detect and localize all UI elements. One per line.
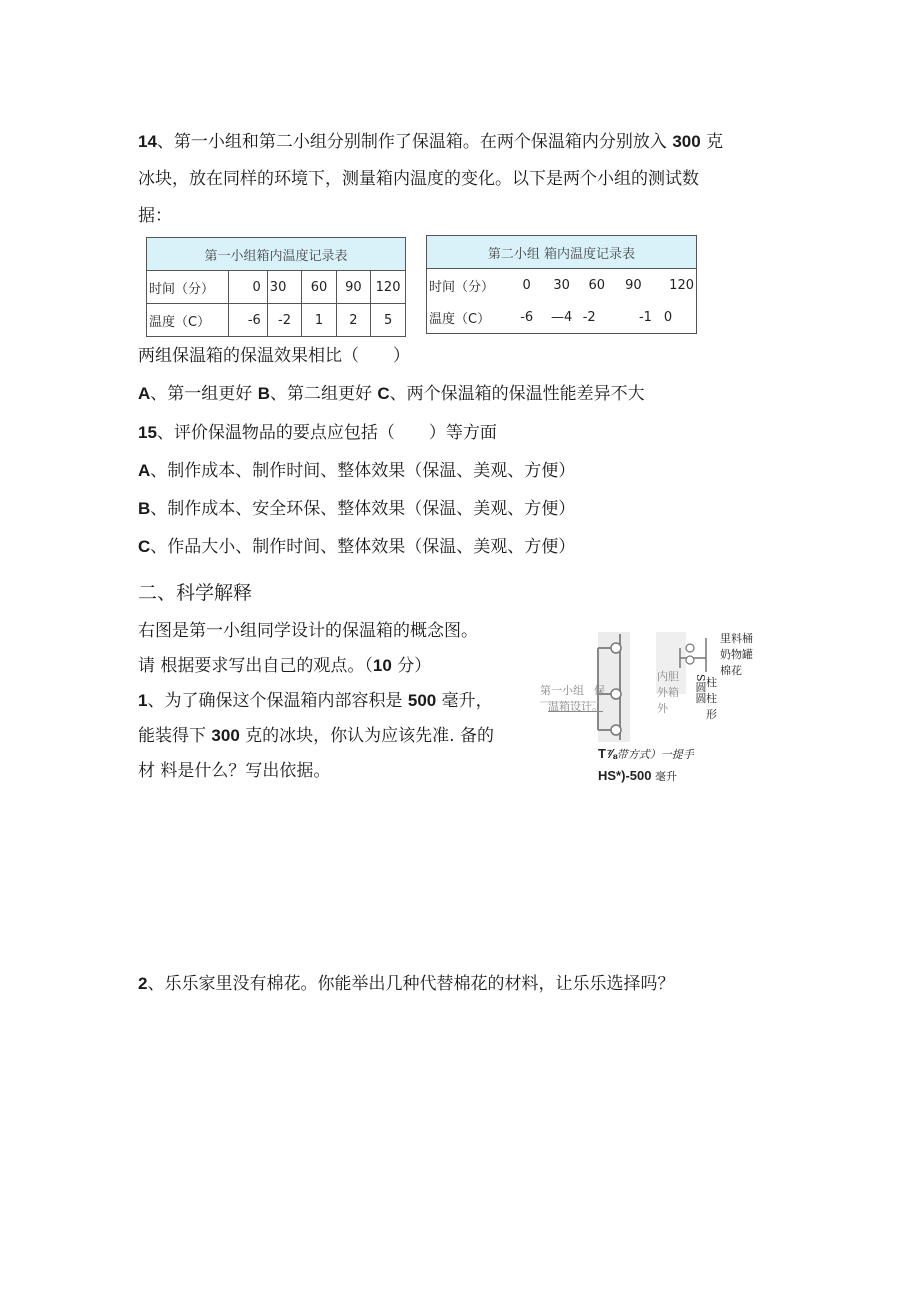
q14-line3: 据： bbox=[138, 206, 172, 226]
table1-temp-cell: -2 bbox=[267, 304, 301, 337]
q1-volume: 500 bbox=[407, 691, 437, 710]
map-material-2: 奶物罐 bbox=[720, 648, 753, 661]
option-a-letter: A bbox=[138, 384, 151, 403]
option-c-letter: C bbox=[377, 384, 390, 403]
q1-ice: 300 bbox=[211, 726, 240, 745]
compare-question: 两组保温箱的保温效果相比（ ） bbox=[138, 346, 410, 366]
table1-time-cell: 60 bbox=[302, 271, 336, 304]
map-mid-label: S圆圆 bbox=[694, 674, 707, 704]
table2-temp-cell: -2 bbox=[581, 301, 613, 334]
q2-text: 、乐乐家里没有棉花。你能举出几种代替棉花的材料，让乐乐选择吗？ bbox=[147, 974, 675, 994]
table2-temp-cell: -1 bbox=[613, 301, 654, 334]
option-text: 、制作成本、安全环保、整体效果（保温、美观、方便） bbox=[150, 499, 576, 519]
q2-number: 2 bbox=[138, 974, 148, 993]
q1-line1 bbox=[138, 690, 493, 712]
table2-time-cell: 60 bbox=[588, 277, 606, 293]
q1-text-b: 毫升， bbox=[436, 691, 493, 711]
table-group2 bbox=[426, 235, 697, 334]
option-b-letter: B bbox=[257, 384, 270, 403]
table2-time-cell: 120 bbox=[654, 269, 697, 302]
map-volume-a: HS*)-500 bbox=[598, 768, 652, 783]
q14-number: 14 bbox=[138, 132, 157, 151]
q14-text-b: 克 bbox=[700, 132, 724, 152]
option-text: 、制作成本、制作时间、整体效果（保温、美观、方便） bbox=[150, 461, 576, 481]
table2-time-cell: 0 bbox=[522, 277, 531, 293]
q1-line2 bbox=[138, 725, 494, 747]
intro2-score: 10 bbox=[372, 656, 392, 675]
table1-temp-cell: 1 bbox=[302, 304, 336, 337]
map-right-3: 形 bbox=[706, 708, 717, 721]
q1-text-a: 、为了确保这个保温箱内部容积是 bbox=[147, 691, 408, 711]
table1-time-label: 时间（分） bbox=[147, 271, 229, 304]
option-letter: C bbox=[138, 537, 151, 556]
intro2-text-a: 请 根据要求写出自己的观点。（ bbox=[138, 656, 373, 676]
table2-title: 第二小组 箱内温度记录表 bbox=[427, 236, 697, 269]
table1-temp-cell: -6 bbox=[229, 304, 267, 337]
q14-ice-mass: 300 bbox=[672, 132, 701, 151]
intro2-text-b: 分） bbox=[391, 656, 432, 676]
option-a-text: 、第一组更好 bbox=[150, 384, 258, 404]
map-carry bbox=[598, 746, 694, 762]
q14-options bbox=[138, 383, 645, 405]
q15-stem bbox=[138, 422, 497, 444]
option-b-text: 、第二组更好 bbox=[269, 384, 378, 404]
q15-number: 15 bbox=[138, 423, 157, 442]
table2-time-cell: 30 bbox=[553, 277, 570, 293]
option-c-text: 、两个保温箱的保温性能差异不大 bbox=[389, 384, 645, 404]
table1-temp-row bbox=[147, 304, 406, 337]
table1-time-row bbox=[147, 271, 406, 304]
table1-time-cell: 0 bbox=[229, 271, 267, 304]
q15-option-a bbox=[138, 460, 575, 482]
section-title: 二、科学解释 bbox=[138, 582, 253, 604]
table1-temp-cell: 2 bbox=[336, 304, 370, 337]
option-letter: A bbox=[138, 461, 151, 480]
q2-line bbox=[138, 973, 674, 995]
table2-temp-cell: 0 bbox=[654, 301, 697, 334]
table1-time-cell: 120 bbox=[371, 271, 406, 304]
q14-line1 bbox=[138, 131, 723, 153]
map-volume-b: 毫升 bbox=[654, 770, 677, 783]
table2-time-label: 时间（分） bbox=[427, 269, 511, 302]
q15-option-c bbox=[138, 536, 575, 558]
table2-temp-label: 温度（C） bbox=[427, 301, 511, 334]
map-material-1: 里料桶 bbox=[720, 632, 753, 645]
q1-number: 1 bbox=[138, 691, 148, 710]
q15-option-b bbox=[138, 498, 575, 520]
concept-map bbox=[540, 628, 770, 788]
q1-line3: 材 料是什么？写出依据。 bbox=[138, 761, 331, 781]
q1-line2-b: 克的冰块，你认为应该先准. 备的 bbox=[239, 726, 494, 746]
map-center-b: 保 bbox=[594, 684, 605, 697]
map-material-3: 棉花 bbox=[720, 664, 742, 677]
table2-time-row bbox=[427, 269, 697, 302]
option-letter: B bbox=[138, 499, 151, 518]
map-outer: 外箱 bbox=[657, 686, 679, 699]
map-inner: 内胆 bbox=[657, 670, 679, 683]
table2-temp-cell: —4 bbox=[543, 301, 581, 334]
table1-time-cell: 90 bbox=[336, 271, 370, 304]
q14-line2: 冰块，放在同样的环境下，测量箱内温度的变化。以下是两个小组的测试数 bbox=[138, 169, 699, 189]
q1-line2-a: 能装得下 bbox=[138, 726, 212, 746]
option-text: 、作品大小、制作时间、整体效果（保温、美观、方便） bbox=[150, 537, 576, 557]
table2-time-cell: 90 bbox=[625, 277, 642, 293]
table1-temp-cell: 5 bbox=[371, 304, 406, 337]
map-right-2: 柱 bbox=[706, 692, 717, 705]
map-carry-b: 带方式）一提手 bbox=[616, 748, 694, 761]
map-volume bbox=[598, 768, 677, 784]
map-center-c: 温箱设计。 bbox=[548, 700, 603, 713]
section-intro-2 bbox=[138, 655, 431, 677]
table1-title: 第一小组箱内温度记录表 bbox=[147, 238, 406, 271]
table-group1 bbox=[146, 237, 406, 337]
map-right-1: 柱 bbox=[706, 676, 717, 689]
map-carry-a: T⅞ bbox=[598, 746, 617, 761]
map-outer2: 外 bbox=[657, 702, 668, 715]
q15-text: 、评价保温物品的要点应包括（ ）等方面 bbox=[156, 423, 497, 443]
table2-temp-cell: -6 bbox=[511, 301, 543, 334]
section-intro-1: 右图是第一小组同学设计的保温箱的概念图。 bbox=[138, 621, 478, 641]
table2-temp-row bbox=[427, 301, 697, 334]
q14-text-a: 、第一小组和第二小组分别制作了保温箱。在两个保温箱内分别放入 bbox=[156, 132, 673, 152]
map-center-a: 第一小组 bbox=[540, 684, 584, 697]
table1-time-cell: 30 bbox=[267, 271, 301, 304]
table1-temp-label: 温度（C） bbox=[147, 304, 229, 337]
